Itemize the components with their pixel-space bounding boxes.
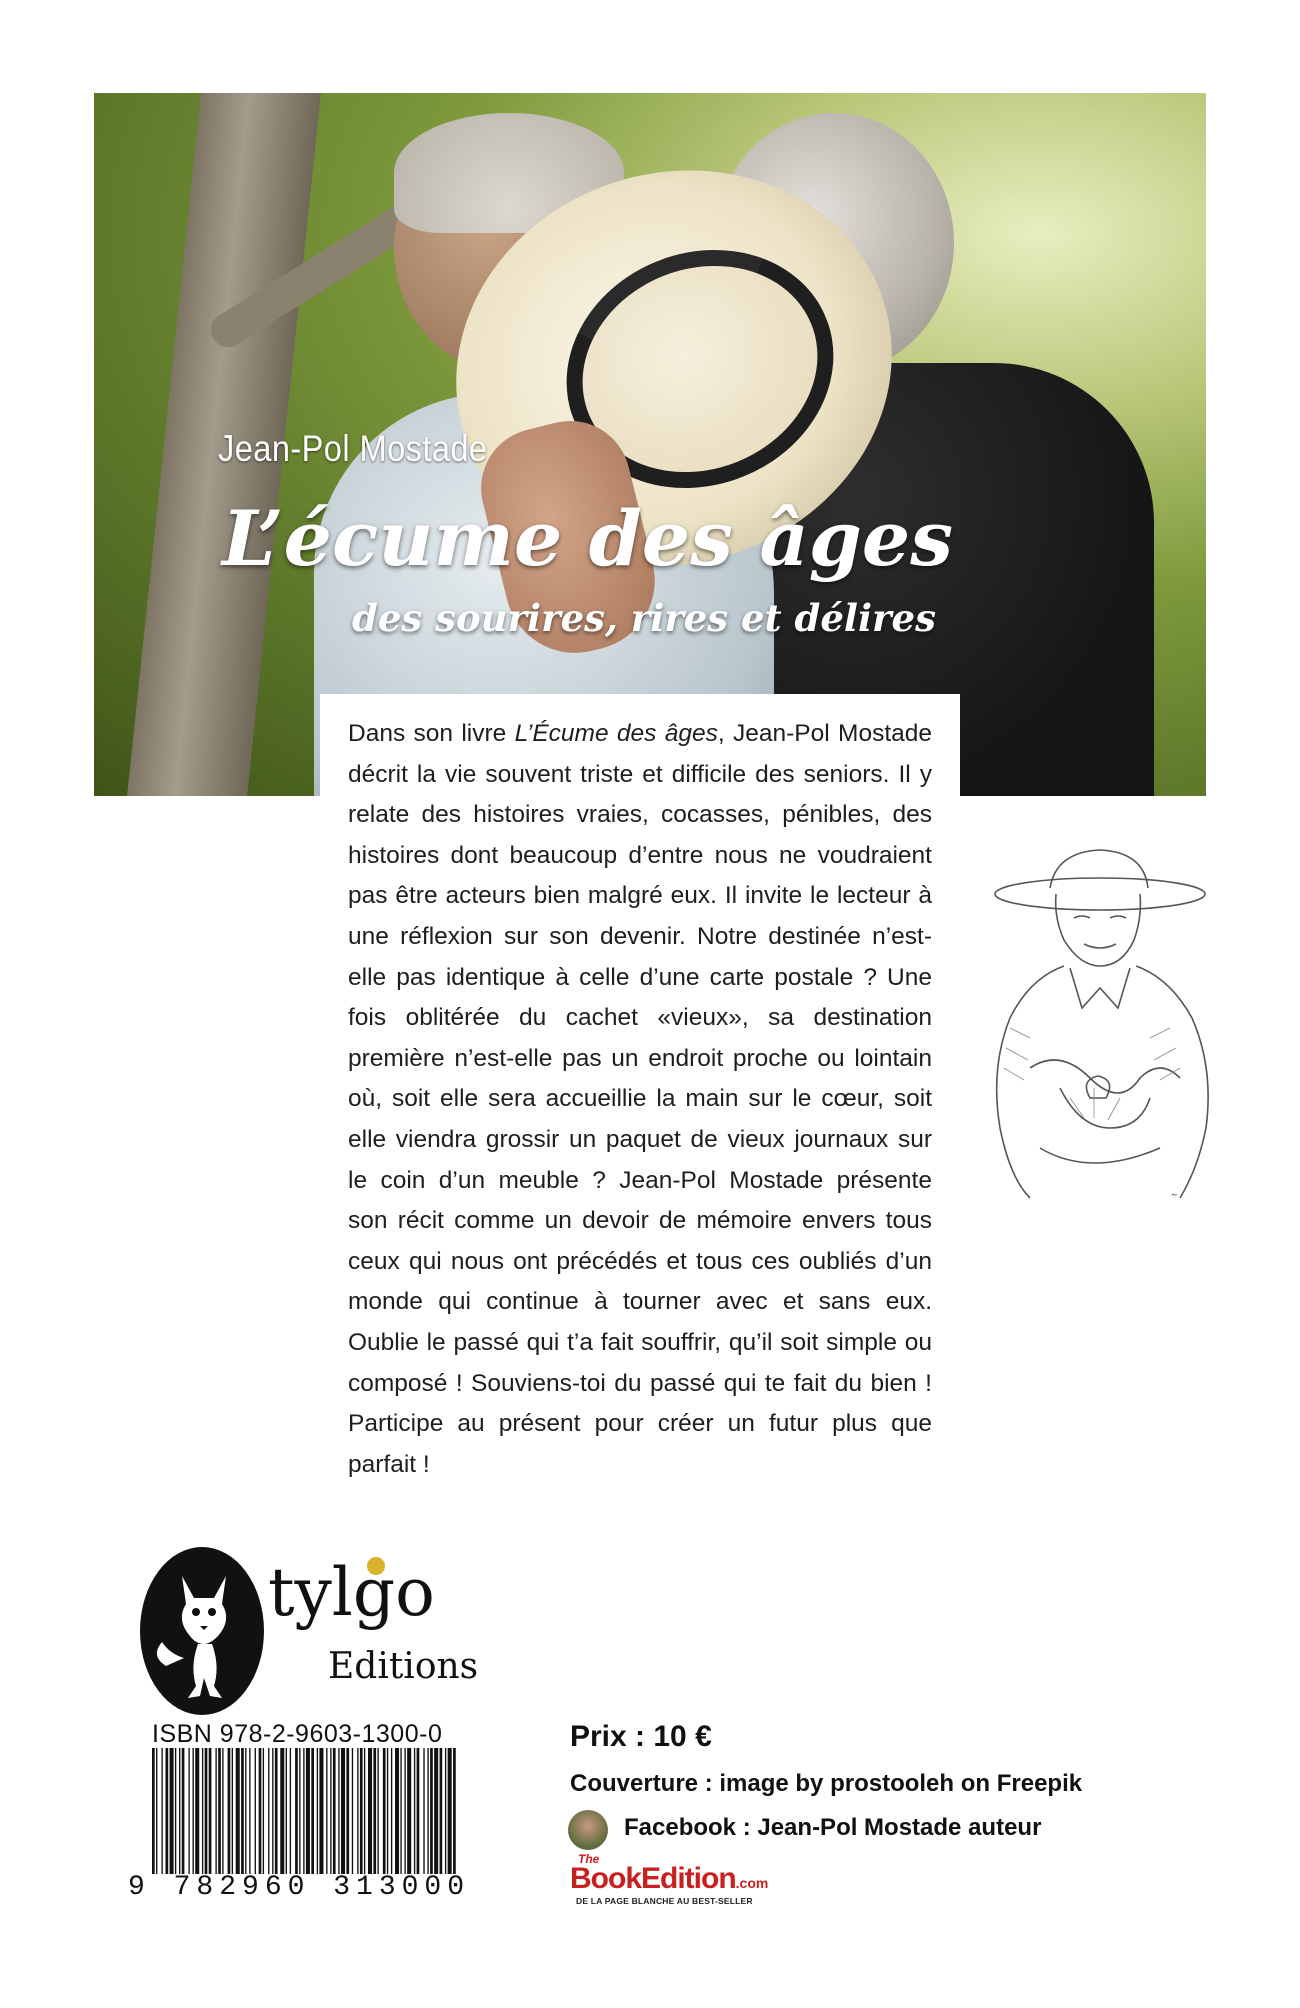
- barcode-bar: [311, 1748, 314, 1874]
- barcode-bar: [295, 1748, 298, 1874]
- barcode-bar: [170, 1748, 174, 1874]
- barcode-bar: [222, 1748, 223, 1874]
- barcode-bar: [241, 1748, 244, 1874]
- barcode-bar: [272, 1748, 273, 1874]
- barcode-bar: [338, 1748, 339, 1874]
- barcode-bar: [299, 1748, 300, 1874]
- barcode-bar: [440, 1748, 443, 1874]
- publisher-name: tylgo: [268, 1554, 435, 1631]
- barcode-bar: [202, 1748, 203, 1874]
- barcode-bar: [255, 1748, 256, 1874]
- barcode-bar: [404, 1748, 405, 1874]
- barcode-bar: [263, 1748, 264, 1874]
- barcode-bar: [205, 1748, 208, 1874]
- barcode-bar: [368, 1748, 372, 1874]
- author-sketch: [970, 848, 1230, 1208]
- barcode-bar: [218, 1748, 221, 1874]
- barcode-digits: 9 782960 313000: [128, 1872, 471, 1903]
- barcode-bar: [193, 1748, 194, 1874]
- barcode-bar: [360, 1748, 363, 1874]
- blurb-rest: , Jean-Pol Mostade décrit la vie souvent triste et difficile des seniors. Il y relate des histoires vraies, cocasses, pénibles, des histoires dont beaucoup d’entre nous ne voudraient pas être acteurs bien malgré eux. Il invite le lecteur à une réflexion sur son devenir. Notre destinée n’est-elle pas identique à celle d’une carte postale ? Une fois oblitérée du cachet «vieux», sa destination première n’est-elle pas un endroit proche ou lointain où, soit elle sera accueillie la main sur le cœur, soit elle viendra grossir un paquet de vieux journaux sur le coin d’un meuble ? Jean-Pol Mostade présente son récit comme un devoir de mémoire envers tous ceux qui nous ont précédés et tous ces oubliés d’un monde qui continue à tourner avec et sans eux. Oublie le passé qui t’a fait souffrir, qu’il soit simple ou composé ! Souviens-toi du passé qui te fait du bien ! Participe au présent pour créer un futur plus que parfait !: [348, 720, 933, 1478]
- barcode-bar: [249, 1748, 250, 1874]
- barcode-bar: [341, 1748, 345, 1874]
- blurb-book-title: L’Écume des âges: [514, 720, 718, 747]
- barcode-bar: [373, 1748, 376, 1874]
- book-title: L’écume des âges: [222, 494, 954, 583]
- barcode-bar: [448, 1748, 452, 1874]
- bookedition-tagline: DE LA PAGE BLANCHE AU BEST-SELLER: [576, 1896, 753, 1906]
- barcode-bar: [391, 1748, 392, 1874]
- blurb-intro: Dans son livre: [348, 720, 515, 747]
- barcode-bar: [445, 1748, 446, 1874]
- author-name: Jean-Pol Mostade: [218, 428, 488, 469]
- barcode-bar: [156, 1748, 157, 1874]
- barcode-bar: [236, 1748, 240, 1874]
- barcode-bar: [268, 1748, 269, 1874]
- barcode-bar: [427, 1748, 428, 1874]
- isbn-label: ISBN 978-2-9603-1300-0: [152, 1720, 443, 1748]
- barcode-bar: [414, 1748, 415, 1874]
- barcode-bar: [377, 1748, 378, 1874]
- barcode-bar: [330, 1748, 331, 1874]
- barcode-bar: [175, 1748, 176, 1874]
- barcode-bar: [430, 1748, 433, 1874]
- book-subtitle: des sourires, rires et délires: [352, 596, 936, 640]
- barcode-bar: [195, 1748, 199, 1874]
- barcode-bar: [319, 1748, 323, 1874]
- bookedition-logo: [570, 1862, 768, 1896]
- barcode-bar: [407, 1748, 411, 1874]
- barcode-bar: [333, 1748, 336, 1874]
- barcode-bar: [400, 1748, 401, 1874]
- barcode-bar: [228, 1748, 231, 1874]
- barcode-bar: [306, 1748, 310, 1874]
- barcode-bar: [303, 1748, 304, 1874]
- bookedition-name: BookEdition: [570, 1862, 736, 1895]
- barcode-bar: [383, 1748, 386, 1874]
- author-avatar: [568, 1810, 608, 1850]
- barcode-bar: [286, 1748, 287, 1874]
- barcode-bar: [161, 1748, 162, 1874]
- barcode-bar: [387, 1748, 388, 1874]
- barcode-bar: [259, 1748, 262, 1874]
- svg-text:~: ~: [1170, 1190, 1179, 1201]
- blurb-text: [348, 714, 932, 1485]
- barcode-bar: [352, 1748, 353, 1874]
- blurb-box: [320, 694, 960, 1524]
- price: Prix : 10 €: [570, 1720, 712, 1753]
- barcode: [150, 1748, 460, 1874]
- barcode-bar: [346, 1748, 349, 1874]
- barcode-bar: [357, 1748, 358, 1874]
- cover-credit: Couverture : image by prostooleh on Freepik: [570, 1770, 1083, 1797]
- barcode-bar: [290, 1748, 291, 1874]
- barcode-bar: [434, 1748, 438, 1874]
- barcode-bar: [166, 1748, 169, 1874]
- barcode-bar: [326, 1748, 327, 1874]
- barcode-bar: [280, 1748, 284, 1874]
- barcode-bar: [232, 1748, 233, 1874]
- barcode-bar: [209, 1748, 212, 1874]
- barcode-bar: [215, 1748, 216, 1874]
- bookedition-the: The: [578, 1852, 600, 1866]
- bookedition-com: .com: [735, 1875, 769, 1891]
- barcode-bar: [417, 1748, 420, 1874]
- barcode-bar: [188, 1748, 189, 1874]
- publisher-sub: Editions: [328, 1646, 479, 1687]
- barcode-bar: [395, 1748, 399, 1874]
- barcode-bar: [364, 1748, 365, 1874]
- facebook-link[interactable]: Facebook : Jean-Pol Mostade auteur: [624, 1814, 1042, 1841]
- barcode-bar: [275, 1748, 278, 1874]
- barcode-bar: [453, 1748, 456, 1874]
- barcode-bar: [245, 1748, 246, 1874]
- barcode-bar: [179, 1748, 180, 1874]
- barcode-bar: [182, 1748, 185, 1874]
- barcode-bar: [152, 1748, 155, 1874]
- barcode-bar: [423, 1748, 424, 1874]
- barcode-bar: [317, 1748, 318, 1874]
